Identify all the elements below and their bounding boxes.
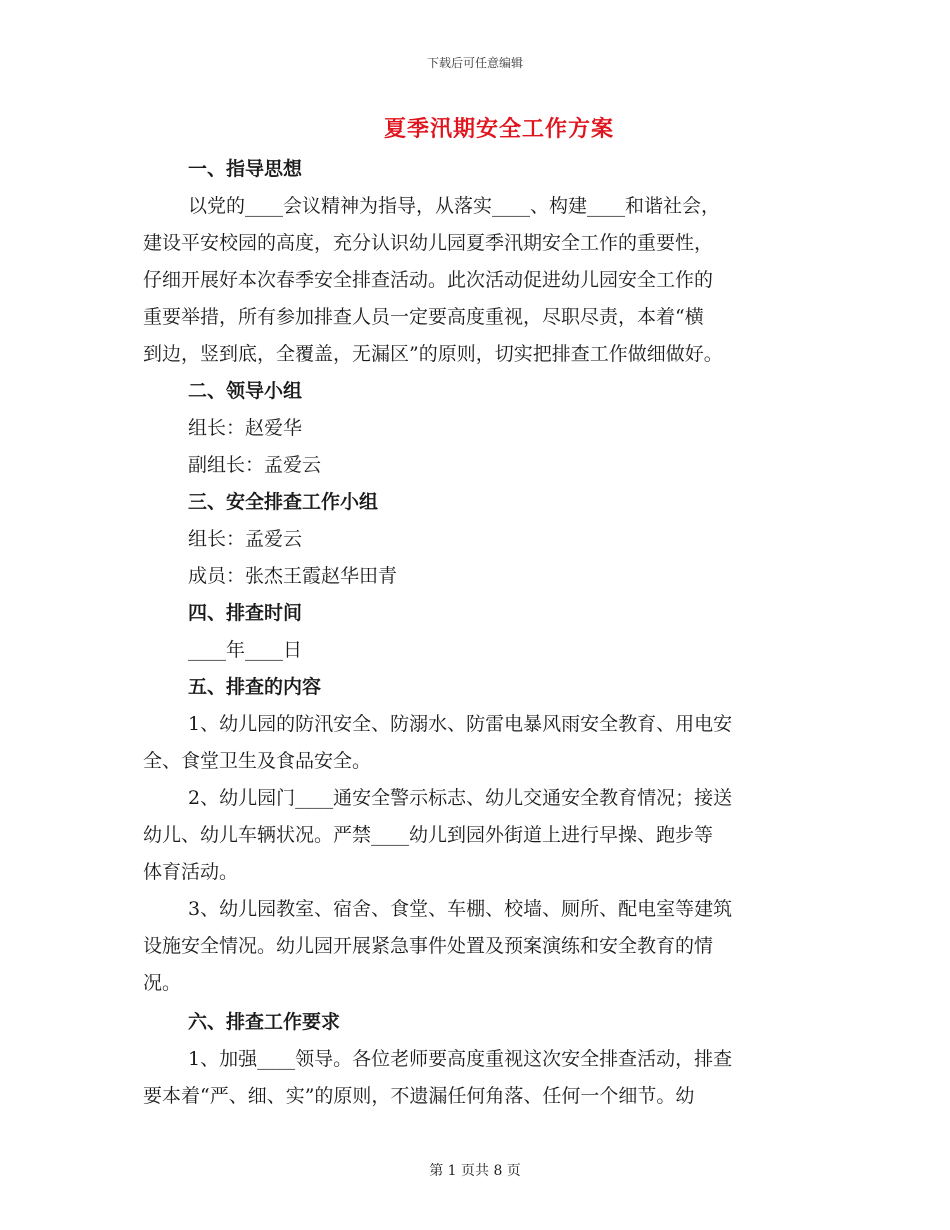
- paragraph-line: 建设平安校园的高度，充分认识幼儿园夏季汛期安全工作的重要性，: [143, 232, 714, 254]
- paragraph-line: 到边，竖到底，全覆盖，无漏区”的原则，切实把排查工作做细做好。: [143, 343, 723, 365]
- paragraph-line: 1、加强____领导。各位老师要高度重视这次安全排查活动，排查: [188, 1048, 733, 1070]
- paragraph-line: 要本着“严、细、实”的原则，不遗漏任何角落、任何一个细节。幼: [143, 1085, 695, 1107]
- section-heading-5: 五、排查的内容: [188, 676, 322, 698]
- paragraph-line: 全、食堂卫生及食品安全。: [143, 750, 372, 772]
- paragraph-line: 1、幼儿园的防汛安全、防溺水、防雷电暴风雨安全教育、用电安: [188, 713, 733, 735]
- paragraph-line: 2、幼儿园门____通安全警示标志、幼儿交通安全教育情况；接送: [188, 787, 733, 809]
- section-heading-4: 四、排查时间: [188, 602, 303, 624]
- paragraph-line: 组长：赵爱华: [188, 417, 303, 439]
- paragraph-line: 仔细开展好本次春季安全排查活动。此次活动促进幼儿园安全工作的: [143, 269, 714, 291]
- paragraph-line: 体育活动。: [143, 861, 239, 883]
- paragraph-line: 以党的____会议精神为指导，从落实____、构建____和谐社会，: [188, 195, 721, 217]
- section-heading-1: 一、指导思想: [188, 158, 303, 180]
- paragraph-line: 成员：张杰王霞赵华田青: [188, 565, 398, 587]
- paragraph-line: 况。: [143, 972, 182, 994]
- paragraph-line: 3、幼儿园教室、宿舍、食堂、车棚、校墙、厕所、配电室等建筑: [188, 898, 733, 920]
- paragraph-line: 重要举措，所有参加排查人员一定要高度重视，尽职尽责，本着“横: [143, 306, 704, 328]
- paragraph-line: 设施安全情况。幼儿园开展紧急事件处置及预案演练和安全教育的情: [143, 935, 714, 957]
- paragraph-line: 组长：孟爱云: [188, 528, 303, 550]
- paragraph-line: ____年____日: [188, 639, 303, 661]
- paragraph-line: 副组长：孟爱云: [188, 454, 322, 476]
- section-heading-2: 二、领导小组: [188, 380, 303, 402]
- page-footer: 第 1 页共 8 页: [429, 1163, 521, 1179]
- section-heading-3: 三、安全排查工作小组: [188, 491, 379, 513]
- header-note: 下载后可任意编辑: [426, 56, 523, 70]
- section-heading-6: 六、排查工作要求: [188, 1011, 341, 1033]
- paragraph-line: 幼儿、幼儿车辆状况。严禁____幼儿到园外街道上进行早操、跑步等: [143, 824, 714, 846]
- document-title: 夏季汛期安全工作方案: [383, 116, 614, 142]
